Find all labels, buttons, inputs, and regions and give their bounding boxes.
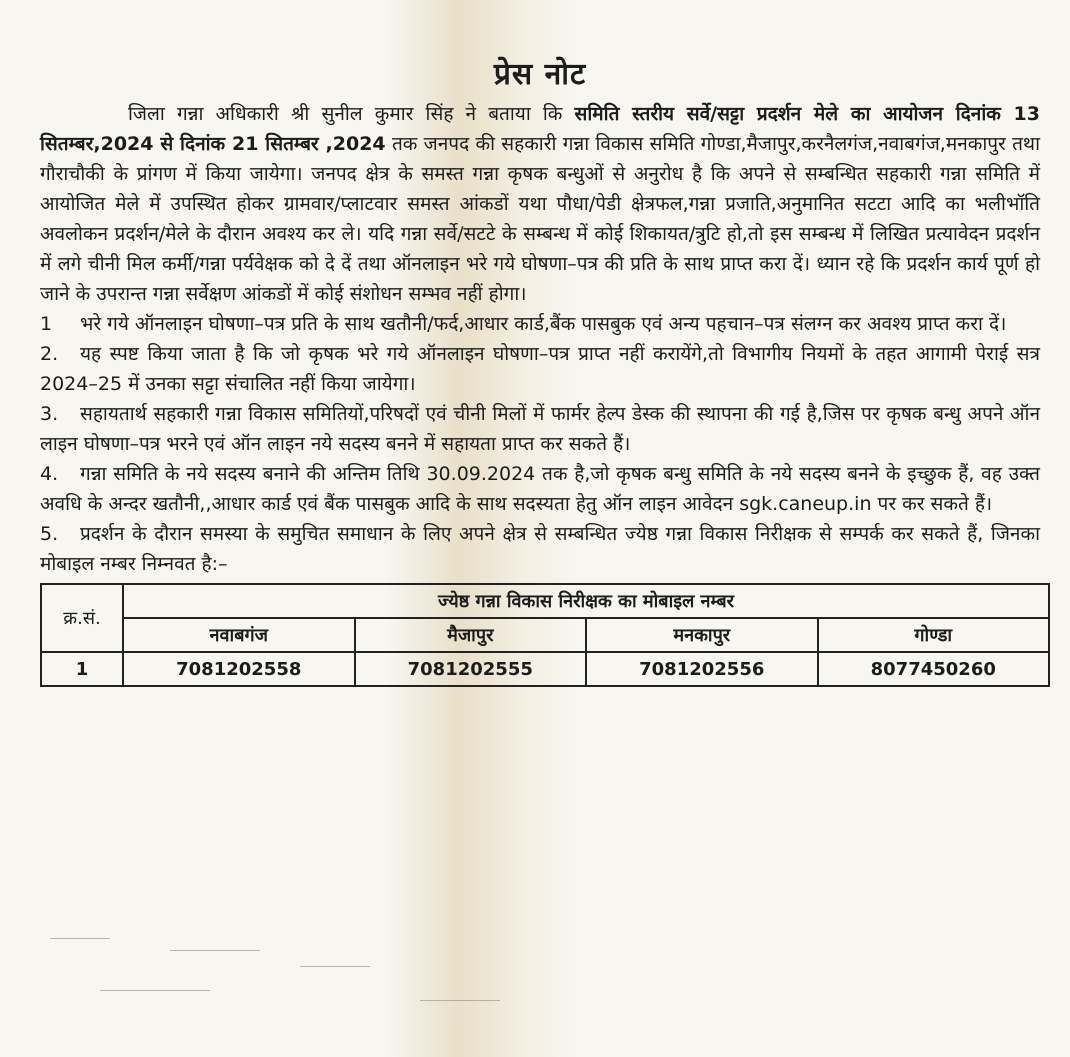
list-item-3 [40, 399, 1040, 459]
list-item-1 [40, 309, 1040, 339]
list-item-5 [40, 519, 1040, 579]
item-text: यह स्पष्ट किया जाता है कि जो कृषक भरे गये ऑनलाइन घोषणा–पत्र प्राप्त नहीं करायेंगे,तो विभागीय नियमों के तहत आगामी पेराई सत्र 2024–25 में उनका सट्टा संचालित नहीं किया जायेगा। [40, 343, 1040, 395]
bleed-mark [170, 950, 260, 951]
list-item-2 [40, 339, 1040, 399]
bleed-mark [420, 1000, 500, 1001]
numbered-list [40, 309, 1040, 579]
mobile-cell: 7081202556 [586, 652, 818, 686]
table-subheader-row [41, 618, 1049, 652]
mobile-cell: 7081202555 [355, 652, 587, 686]
mobile-cell: 8077450260 [818, 652, 1050, 686]
item-text: सहायतार्थ सहकारी गन्ना विकास समितियों,परिषदों एवं चीनी मिलों में फार्मर हेल्प डेस्क की स्थापना की गई है,जिस पर कृषक बन्धु अपने ऑन लाइन घोषणा–पत्र भरने एवं ऑन लाइन नये सदस्य बनने में सहायता प्राप्त कर सकते हैं। [40, 403, 1040, 455]
table-row [41, 652, 1049, 686]
item-text: प्रदर्शन के दौरान समस्या के समुचित समाधान के लिए अपने क्षेत्र से सम्बन्धित ज्येष्ठ गन्ना विकास निरीक्षक से सम्पर्क कर सकते हैं, जिनका मोबाइल नम्बर निम्नवत है:– [40, 523, 1040, 575]
page-title: प्रेस नोट [493, 57, 587, 92]
intro-paragraph [40, 99, 1040, 309]
column-header: नवाबगंज [123, 618, 355, 652]
item-number: 5. [40, 523, 59, 545]
item-text: भरे गये ऑनलाइन घोषणा–पत्र प्रति के साथ खतौनी/फर्द,आधार कार्ड,बैंक पासबुक एवं अन्य पहचान–पत्र संलग्न कर अवश्य प्राप्त करा दें। [80, 313, 1007, 335]
list-item-4 [40, 459, 1040, 519]
serial-header: क्र.सं. [41, 584, 123, 652]
bleed-mark [300, 966, 370, 967]
intro-body-text: तक जनपद की सहकारी गन्ना विकास समिति गोण्डा,मैजापुर,करनैलगंज,नवाबगंज,मनकापुर तथा गौराचौकी के प्रांगण में किया जायेगा। जनपद क्षेत्र के समस्त गन्ना कृषक बन्धुओं से अनुरोध है कि अपने से सम्बन्धित सहकारी गन्ना समिति में आयोजित मेले में उपस्थित होकर ग्रामवार/प्लाटवार समस्त आंकडों यथा पौधा/पेडी क्षेत्रफल,गन्ना प्रजाति,अनुमानित सटटा आदि का भलीभॉति अवलोकन प्रदर्शन/मेले के दौरान अवश्य कर ले। यदि गन्ना सर्वे/सटटे के सम्बन्ध में कोई शिकायत/त्रुटि हो,तो इस सम्बन्ध में लिखित प्रत्यावेदन प्रदर्शन में लगे चीनी मिल कर्मी/गन्ना पर्यवेक्षक को दे दें तथा ऑनलाइन भरे गये घोषणा–पत्र की प्रति के साथ प्राप्त करा दें। ध्यान रहे कि प्रदर्शन कार्य पूर्ण हो जाने के उपरान्त गन्ना सर्वेक्षण आंकडों में कोई संशोधन सम्भव नहीं होगा। [40, 133, 1040, 305]
column-header: मनकापुर [586, 618, 818, 652]
inspector-mobile-table [40, 583, 1050, 687]
item-number: 2. [40, 343, 59, 365]
item-number: 3. [40, 403, 59, 425]
intro-bold-text: समिति स्तरीय सर्वे/सट्टा प्रदर्शन मेले का आयोजन दिनांक 13 सितम्बर,2024 से दिनांक 21 सितम्बर ,2024 [40, 103, 1040, 155]
mobile-cell: 7081202558 [123, 652, 355, 686]
group-header: ज्येष्ठ गन्ना विकास निरीक्षक का मोबाइल नम्बर [123, 584, 1049, 618]
bleed-mark [100, 990, 210, 991]
column-header: मैजापुर [355, 618, 587, 652]
bleed-through-marks [40, 930, 540, 1020]
column-header: गोण्डा [818, 618, 1050, 652]
bleed-mark [50, 938, 110, 939]
item-number: 4. [40, 463, 59, 485]
serial-cell: 1 [41, 652, 123, 686]
intro-lead-text: जिला गन्ना अधिकारी श्री सुनील कुमार सिंह ने बताया कि [128, 103, 575, 125]
item-number: 1 [40, 313, 53, 335]
item-text: गन्ना समिति के नये सदस्य बनाने की अन्तिम तिथि 30.09.2024 तक है,जो कृषक बन्धु समिति के नये सदस्य बनने के इच्छुक हैं, वह उक्त अवधि के अन्दर खतौनी,,आधार कार्ड एवं बैंक पासबुक आदि के साथ सदस्यता हेतु ऑन लाइन आवेदन sgk.caneup.in पर कर सकते हैं। [40, 463, 1040, 515]
table-header-row [41, 584, 1049, 618]
